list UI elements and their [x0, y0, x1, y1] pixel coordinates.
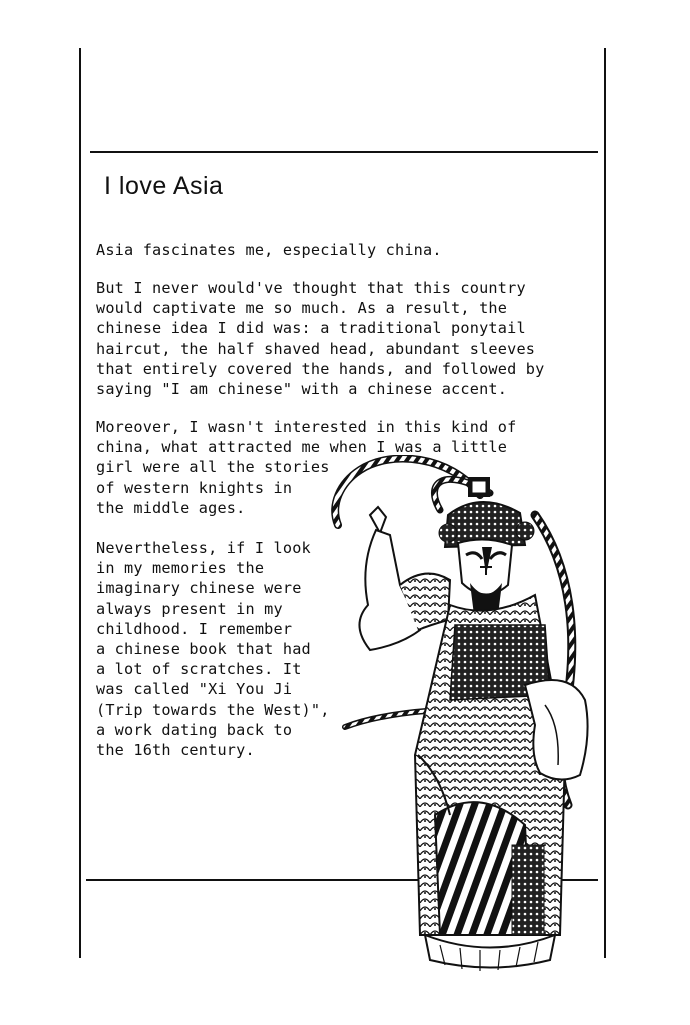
headdress — [439, 477, 534, 547]
page-title: I love Asia — [104, 172, 224, 200]
text-line: (Trip towards the West)", — [96, 700, 330, 719]
text-line: the 16th century. — [96, 741, 255, 760]
paragraph-1 — [96, 240, 442, 260]
text-line: always present in my — [96, 599, 283, 618]
chinese-opera-performer-illustration — [330, 455, 600, 975]
text-line: haircut, the half shaved head, abundant sleeves — [96, 339, 536, 358]
text-line: in my memories the — [96, 559, 265, 578]
text-line: a lot of scratches. It — [96, 660, 302, 679]
text-line: would captivate me so much. As a result, the — [96, 299, 508, 318]
text-line: saying "I am chinese" with a chinese accent. — [96, 380, 508, 399]
text-line: chinese idea I did was: a traditional ponytail — [96, 319, 526, 338]
right-border-line — [604, 48, 606, 958]
raised-arm-sleeve — [359, 507, 450, 650]
text-line: that entirely covered the hands, and followed by — [96, 359, 545, 378]
text-line: a chinese book that had — [96, 640, 311, 659]
text-line: was called "Xi You Ji — [96, 680, 293, 699]
left-border-line — [79, 48, 81, 958]
paragraph-4 — [96, 538, 330, 760]
text-line: china, what attracted me when I was a little — [96, 438, 508, 457]
text-line: Asia fascinates me, especially china. — [96, 241, 442, 259]
text-line: a work dating back to — [96, 720, 293, 739]
paragraph-2 — [96, 278, 545, 399]
text-line: imaginary chinese were — [96, 579, 302, 598]
text-line: childhood. I remember — [96, 619, 293, 638]
text-line: Moreover, I wasn't interested in this kind of — [96, 418, 517, 436]
top-divider-line — [90, 151, 598, 153]
text-line: But I never would've thought that this country — [96, 279, 526, 297]
text-line: Nevertheless, if I look — [96, 539, 311, 557]
text-line: of western knights in — [96, 478, 293, 497]
text-line: girl were all the stories — [96, 458, 330, 477]
text-line: the middle ages. — [96, 498, 246, 517]
robe-hem — [425, 935, 555, 971]
